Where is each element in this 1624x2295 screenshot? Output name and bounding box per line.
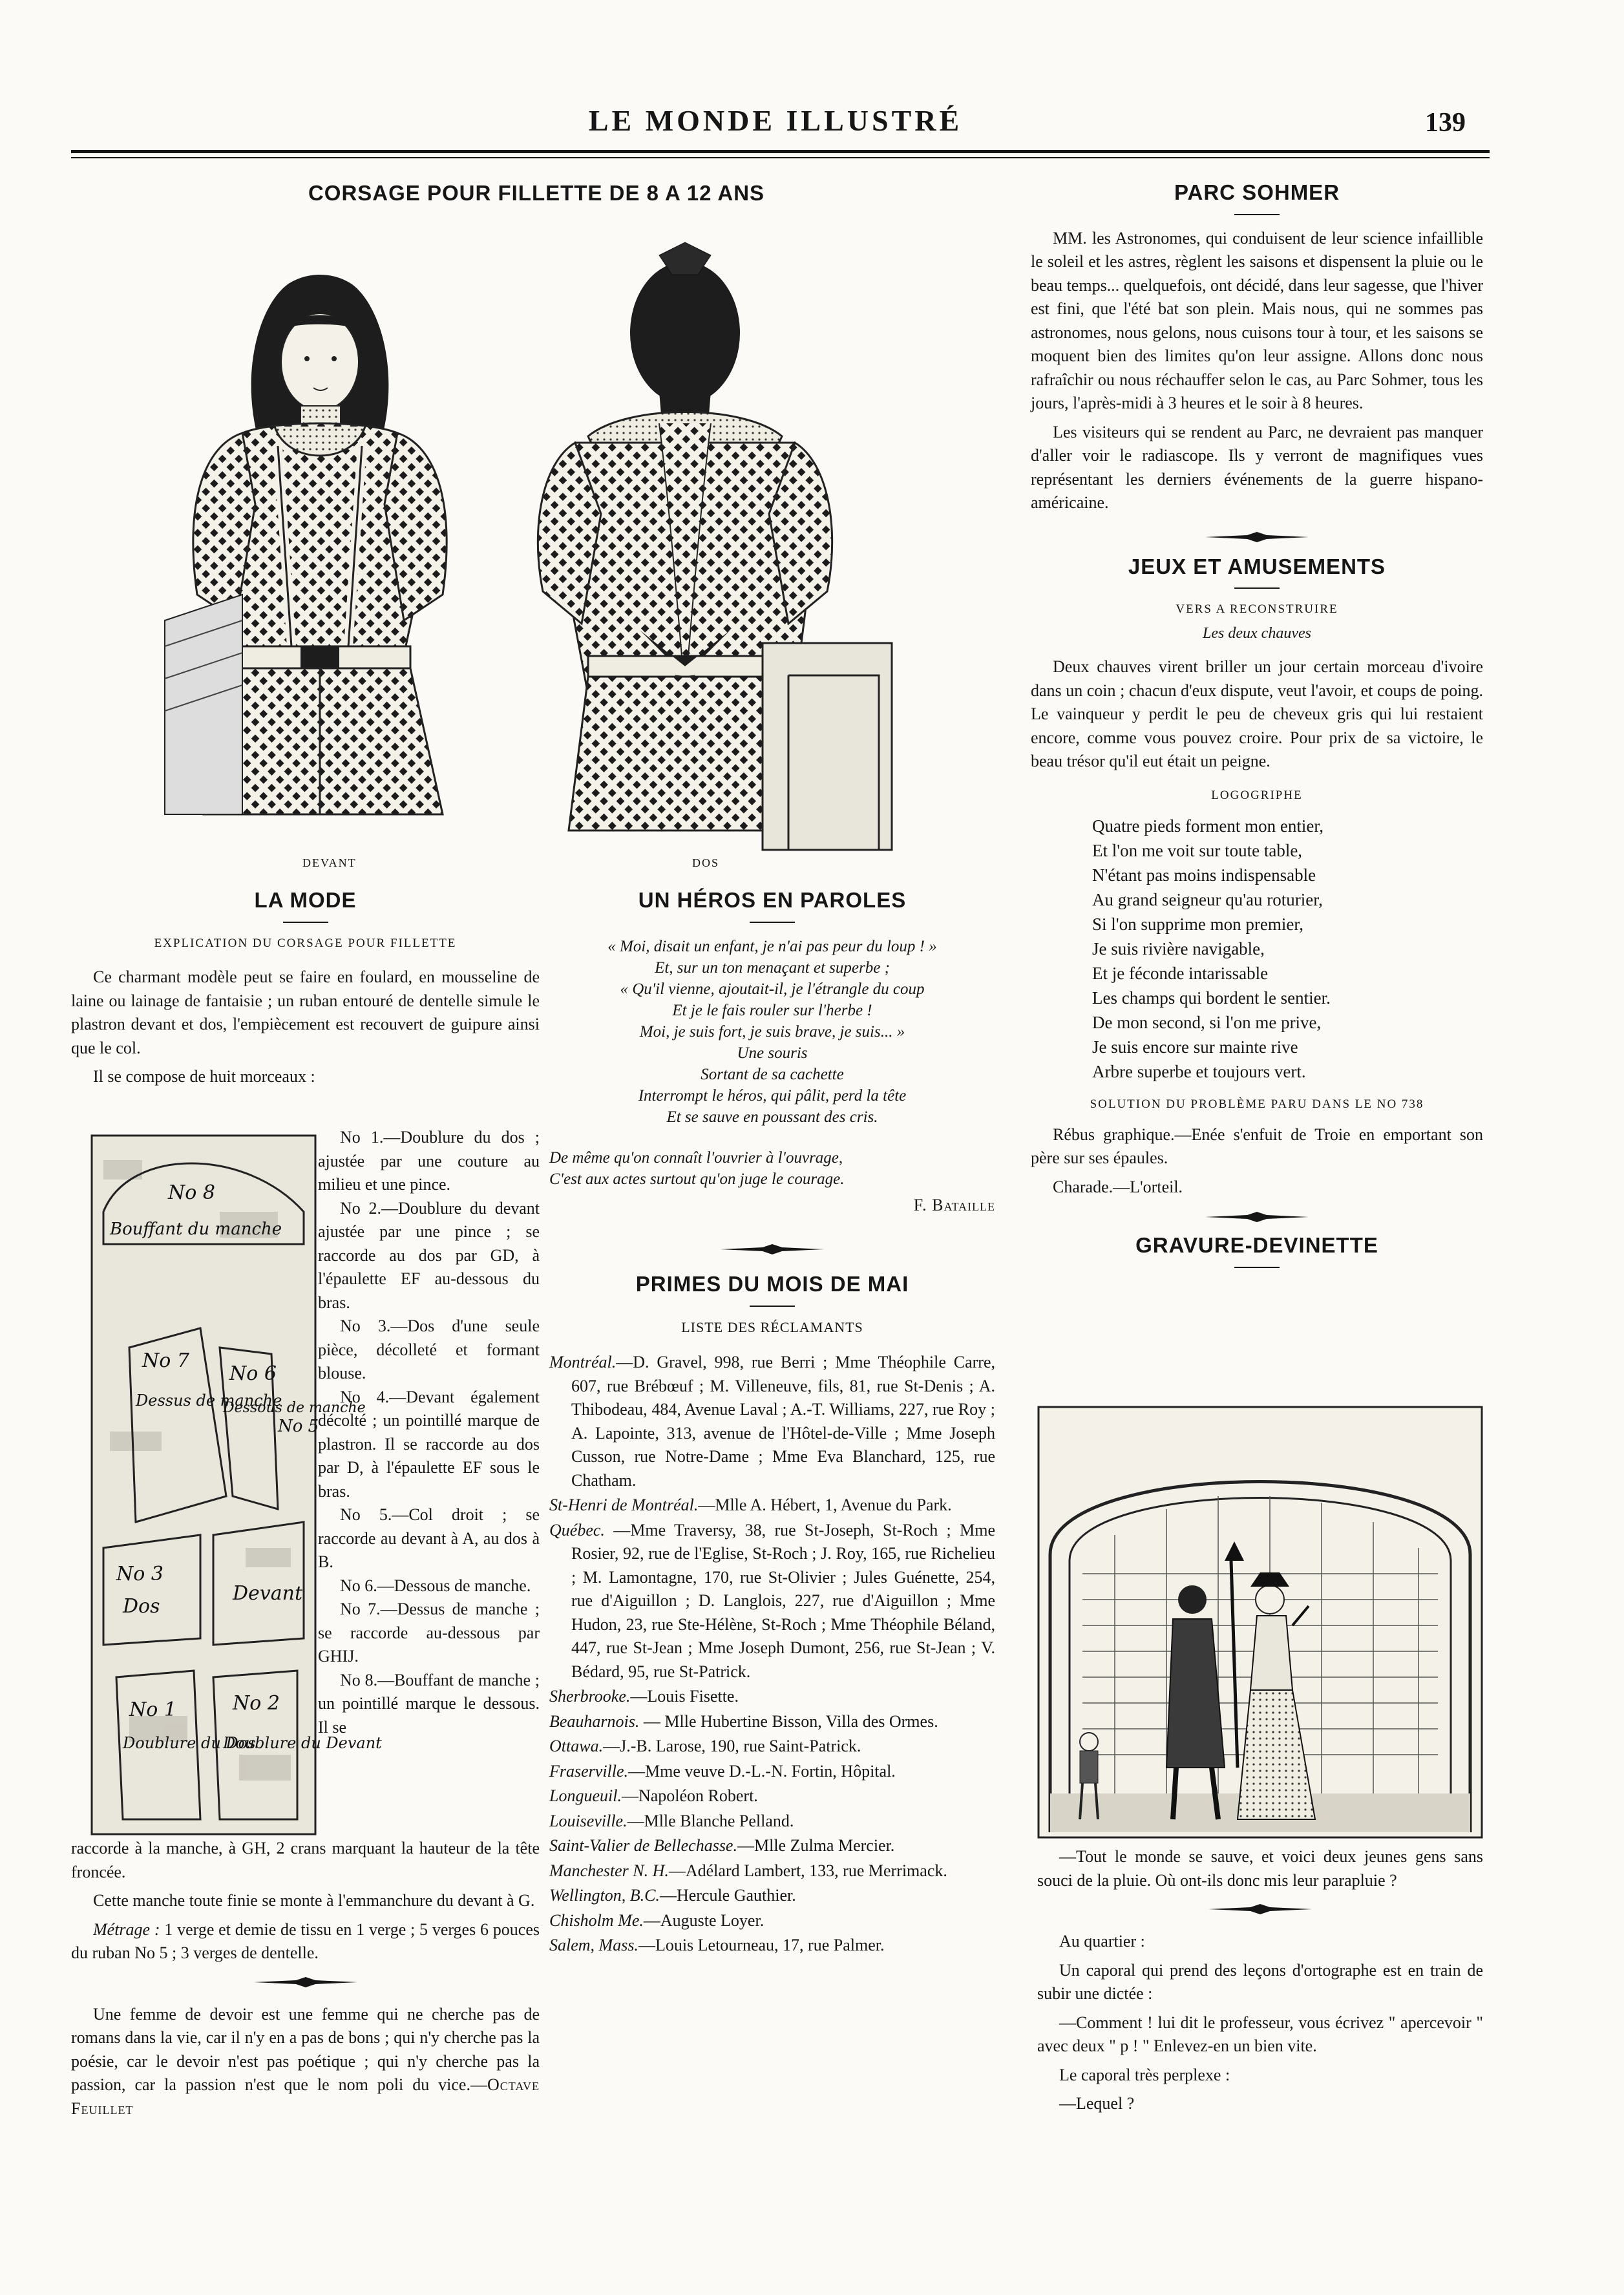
- poem-line: « Moi, disait un enfant, je n'ai pas peur du loup ! »: [607, 937, 937, 955]
- list-item: Longueuil.—Napoléon Robert.: [549, 1786, 758, 1805]
- ornament-divider: [1205, 1903, 1315, 1916]
- primes-list: [549, 1351, 995, 1958]
- poem-line: Je suis rivière navigable,: [1092, 939, 1265, 958]
- poem-line: De mon second, si l'on me prive,: [1092, 1013, 1322, 1032]
- piece-item: No 4.—Devant également décolté ; un pointillé marque de plastron. Il se raccorde au dos par D, à l'épaulette EF sous le bras.: [318, 1387, 540, 1501]
- divider: [1234, 214, 1280, 215]
- anecdote-line: Un caporal qui prend des leçons d'ortographe est en train de subir une dictée :: [1037, 1960, 1483, 2003]
- heros-title: UN HÉROS EN PAROLES: [638, 888, 907, 912]
- poem-line: Et, sur un ton menaçant et superbe ;: [655, 958, 890, 977]
- piece-item: No 8.—Bouffant de manche ; un pointillé marque le dessous. Il se: [318, 1670, 540, 1737]
- gravure-title: GRAVURE-DEVINETTE: [1135, 1233, 1378, 1257]
- pattern-label: Doublure du Devant: [223, 1734, 382, 1752]
- poem-line: Les champs qui bordent le sentier.: [1092, 988, 1331, 1008]
- poem-line: Et je le fais rouler sur l'herbe !: [672, 1001, 872, 1019]
- moral-line: C'est aux actes surtout qu'on juge le courage.: [549, 1170, 845, 1188]
- poem-line: Si l'on supprime mon premier,: [1092, 915, 1303, 934]
- piece-item: No 6.—Dessous de manche.: [340, 1576, 531, 1595]
- heros-signature: F. Bataille: [913, 1195, 995, 1214]
- primes-title: PRIMES DU MOIS DE MAI: [635, 1272, 909, 1296]
- la-mode-paragraph: Il se compose de huit morceaux :: [93, 1067, 315, 1086]
- pattern-label: No 7: [142, 1349, 189, 1372]
- ornament-divider: [1202, 1211, 1312, 1223]
- solution-title: SOLUTION DU PROBLÈME PARU DANS LE NO 738: [1090, 1097, 1424, 1111]
- poem-line: Sortant de sa cachette: [701, 1065, 844, 1083]
- pattern-label: Dessus de manche: [136, 1391, 282, 1410]
- moral-line: De même qu'on connaît l'ouvrier à l'ouvrage,: [549, 1148, 843, 1167]
- divider: [750, 1306, 795, 1307]
- la-mode-paragraph: Cette manche toute finie se monte à l'emmanchure du devant à G.: [93, 1891, 535, 1910]
- list-item: Saint-Valier de Bellechasse.—Mlle Zulma Mercier.: [549, 1836, 895, 1855]
- jeux-paragraph: Deux chauves virent briller un jour certain morceau d'ivoire dans un coin ; chacun d'eux dispute, veut l'avoir, et coups de poing. Le vainqueur y perdit le peu de cheveux gris qui lui restaient encore, comme vous pouvez croire. Pour prix de sa victoire, le beau trésor qu'il eut était un peigne.: [1031, 657, 1483, 770]
- list-item: Beauharnois. — Mlle Hubertine Bisson, Villa des Ormes.: [549, 1711, 938, 1731]
- logogriphe-title: LOGOGRIPHE: [1211, 788, 1303, 802]
- pattern-label: No 8: [168, 1181, 215, 1204]
- pattern-label: No 1: [129, 1698, 176, 1721]
- pattern-label: Dessous de manche: [223, 1400, 366, 1416]
- poem-line: Et se sauve en poussant des cris.: [666, 1108, 878, 1126]
- poem-line: Et l'on me voit sur toute table,: [1092, 841, 1303, 860]
- list-item: Ottawa.—J.-B. Larose, 190, rue Saint-Patrick.: [549, 1737, 861, 1755]
- girl-front-illustration: [165, 233, 546, 847]
- gravure-text: [1037, 1845, 1483, 2121]
- piece-item: No 1.—Doublure du dos ; ajustée par une couture au milieu et une pince.: [318, 1128, 540, 1194]
- poem-line: Quatre pieds forment mon entier,: [1092, 816, 1324, 836]
- caption-front: DEVANT: [302, 856, 357, 869]
- poem-line: « Qu'il vienne, ajoutait-il, je l'étrangle du coup: [620, 980, 925, 998]
- piece-item: No 5.—Col droit ; se raccorde au devant à A, au dos à B.: [318, 1505, 540, 1571]
- list-item: Montréal.—D. Gravel, 998, rue Berri ; Mme Théophile Carre, 607, rue Brébœuf ; M. Villeneuve, fils, 81, rue St-Denis ; A. Thibodeau, 484, Avenue Laval ; A.-T. Williams, 227, rue Roy ; A. Lapointe, 313, avenue de l'Hôtel-de-Ville ; Mme Joseph Cusson, rue Notre-Dame ; Mme Eva Blanchard, 125, rue Chatham.: [549, 1353, 995, 1490]
- pattern-label: Bouffant du manche: [110, 1220, 282, 1239]
- list-item: Manchester N. H.—Adélard Lambert, 133, rue Merrimack.: [549, 1861, 947, 1880]
- la-mode-title: LA MODE: [254, 888, 357, 912]
- logogriphe-poem: [1092, 814, 1483, 1084]
- header-rule-thin: [71, 157, 1490, 158]
- list-item: Wellington, B.C.—Hercule Gauthier.: [549, 1886, 796, 1905]
- ornament-divider: [717, 1243, 827, 1256]
- divider: [1234, 587, 1280, 589]
- anecdote-line: Au quartier :: [1059, 1932, 1145, 1951]
- poem-line: Je suis encore sur mainte rive: [1092, 1037, 1298, 1057]
- poem-line: Arbre superbe et toujours vert.: [1092, 1062, 1306, 1081]
- jeux-subheading: Les deux chauves: [1203, 624, 1311, 642]
- poem-line: Interrompt le héros, qui pâlit, perd la tête: [638, 1086, 907, 1105]
- corsage-title: CORSAGE POUR FILLETTE DE 8 A 12 ANS: [308, 181, 765, 205]
- pattern-label: Dos: [123, 1595, 160, 1618]
- anecdote-line: —Comment ! lui dit le professeur, vous écrivez " apercevoir " avec deux " p ! " Enlevez-en un bien vite.: [1037, 2013, 1483, 2055]
- gravure-caption: —Tout le monde se sauve, et voici deux jeunes gens sans souci de la pluie. Où ont-ils donc mis leur parapluie ?: [1037, 1847, 1483, 1890]
- anecdote-line: —Lequel ?: [1059, 2094, 1135, 2113]
- pattern-label: No 6: [229, 1362, 277, 1385]
- caption-back: DOS: [692, 856, 720, 869]
- ornament-divider: [251, 1976, 361, 1989]
- primes-subtitle: LISTE DES RÉCLAMANTS: [681, 1318, 863, 1335]
- pattern-sheet-illustration: [90, 1134, 382, 1835]
- heros-moral: [549, 1147, 995, 1190]
- header-rule: [71, 150, 1490, 153]
- rebus-answer: Rébus graphique.—Enée s'enfuit de Troie en emportant son père sur ses épaules.: [1031, 1125, 1483, 1167]
- la-mode-paragraph: Ce charmant modèle peut se faire en foulard, en mousseline de laine ou lainage de fantaisie ; un ruban entouré de dentelle simule le plastron devant et dos, l'empiècement est recouvert de guipure ainsi que le col.: [71, 968, 540, 1057]
- poem-line: Et je féconde intarissable: [1092, 964, 1269, 983]
- heros-poem: [549, 936, 995, 1128]
- la-mode-column: [71, 889, 540, 1094]
- la-mode-paragraph: raccorde à la manche, à GH, 2 crans marquant la hauteur de la tête froncée.: [71, 1839, 540, 1881]
- poem-line: Une souris: [737, 1044, 808, 1062]
- quote-author: Octave Feuillet: [71, 2075, 540, 2118]
- divider: [750, 922, 795, 923]
- list-item: St-Henri de Montréal.—Mlle A. Hébert, 1, Avenue du Park.: [549, 1496, 952, 1514]
- divider: [283, 922, 328, 923]
- list-item: Sherbrooke.—Louis Fisette.: [549, 1687, 739, 1706]
- list-item: Louiseville.—Mlle Blanche Pelland.: [549, 1811, 794, 1830]
- pattern-label: No 2: [233, 1692, 280, 1715]
- pattern-label: Devant: [233, 1582, 303, 1605]
- poem-line: Au grand seigneur qu'au roturier,: [1092, 890, 1323, 909]
- list-item: Québec. —Mme Traversy, 38, rue St-Joseph, St-Roch ; Mme Rosier, 92, rue de l'Eglise, St-Roch ; J. Roy, 165, rue Richelieu ; M. Lamontagne, 170, rue St-Olivier ; Jules Guénette, 254, rue d'Aiguillon ; D. Langlois, 227, rue d'Aiguillon ; Mme Hudon, 23, rue Ste-Hélène, St-Roch ; Mme Théophile Béland, 447, rue St-Jean ; Mme Joseph Dumont, 256, rue St-Jean ; V. Bédard, 95, rue St-Patrick.: [549, 1520, 995, 1681]
- pattern-label: No 3: [116, 1563, 163, 1585]
- jeux-subtitle: VERS A RECONSTRUIRE: [1176, 602, 1338, 616]
- piece-item: No 2.—Doublure du devant ajustée par une pince ; se raccorde au dos par GD, à l'épaulette EF au-dessous du bras.: [318, 1198, 540, 1312]
- pieces-list: [318, 1126, 540, 1739]
- la-mode-subtitle: EXPLICATION DU CORSAGE POUR FILLETTE: [154, 936, 457, 950]
- parc-title: PARC SOHMER: [1174, 180, 1340, 204]
- quote-text: Une femme de devoir est une femme qui ne cherche pas de romans dans la vie, car il n'y en a pas de bons ; qui n'y cherche pas la poésie, car le devoir n'est pas poétique ; qui n'y cherche pas la passion, car la passion n'est que le nom poli du vice.—: [71, 2004, 540, 2094]
- piece-item: No 3.—Dos d'une seule pièce, décolleté et formant blouse.: [318, 1317, 540, 1382]
- metrage-text: 1 verge et demie de tissu en 1 verge ; 5 verges 6 pouces du ruban No 5 ; 3 verges de dentelle.: [71, 1920, 540, 1962]
- list-item: Salem, Mass.—Louis Letourneau, 17, rue Palmer.: [549, 1936, 885, 1954]
- piece-item: No 7.—Dessus de manche ; se raccorde au-dessous par GHIJ.: [318, 1600, 540, 1666]
- gravure-illustration: [1037, 1406, 1483, 1839]
- anecdote-line: Le caporal très perplexe :: [1059, 2065, 1230, 2084]
- list-item: Chisholm Me.—Auguste Loyer.: [549, 1910, 765, 1930]
- la-mode-continued: [71, 1837, 540, 2126]
- page-number: 139: [1425, 108, 1466, 138]
- middle-column: [549, 889, 995, 1959]
- jeux-title: JEUX ET AMUSEMENTS: [1128, 554, 1386, 578]
- girl-back-illustration: [530, 229, 892, 850]
- ornament-divider: [1202, 531, 1312, 544]
- metrage-label: Métrage :: [93, 1920, 160, 1939]
- divider: [1234, 1267, 1280, 1268]
- poem-line: N'étant pas moins indispensable: [1092, 865, 1316, 885]
- list-item: Fraserville.—Mme veuve D.-L.-N. Fortin, Hôpital.: [549, 1761, 896, 1781]
- right-column: [1031, 181, 1483, 1277]
- pattern-label: Doublure du Dos: [123, 1734, 256, 1752]
- parc-paragraph: MM. les Astronomes, qui conduisent de leur science infaillible le soleil et les astres, règlent les saisons et dispensent la pluie ou le beau temps... quelquefois, ont décidé, dans leur sagesse, que l'hiver est fini, que l'été bat son plein. Mais nous, qui ne sommes pas astronomes, nous gelons, nous cuisons tour à tour, et les saisons se moquent bien des limites qu'on leur assigne. Allons donc nous rafraîchir ou nous réchauffer selon le cas, au Parc Sohmer, tous les jours, l'après-midi à 3 heures et le soir à 8 heures.: [1031, 228, 1483, 412]
- masthead: LE MONDE ILLUSTRÉ: [588, 104, 963, 137]
- pattern-label: No 5: [278, 1417, 319, 1436]
- charade-answer: Charade.—L'orteil.: [1053, 1177, 1183, 1196]
- poem-line: Moi, je suis fort, je suis brave, je suis... »: [639, 1022, 905, 1041]
- parc-paragraph: Les visiteurs qui se rendent au Parc, ne devraient pas manquer d'aller voir le radiascope. Ils y verront de magnifiques vues représentant les derniers événements de la guerre hispano-américaine.: [1031, 422, 1483, 512]
